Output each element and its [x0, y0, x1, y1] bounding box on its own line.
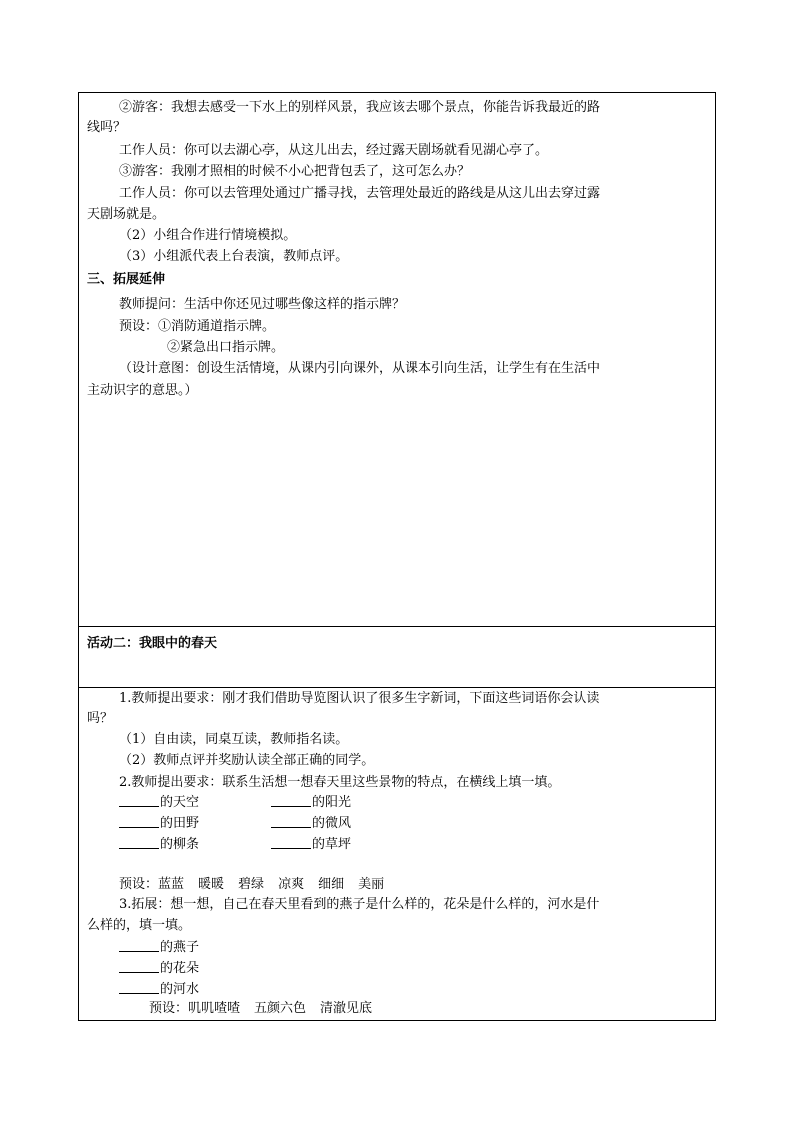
dialogue-line: ②游客：我想去感受一下水上的别样风景，我应该去哪个景点，你能告诉我最近的路 — [119, 100, 601, 115]
activity-title: 活动二：我眼中的春天 — [87, 636, 218, 651]
preset-word: 美丽 — [358, 877, 385, 892]
instruction-line: 1.教师提出要求：刚才我们借助导览图认识了很多生字新词，下面这些词语你会认读 — [119, 691, 600, 706]
preset-word: 蓝蓝 — [158, 877, 185, 892]
preset-word: 凉爽 — [278, 877, 305, 892]
fill-blank-item: 的草坪 — [271, 835, 351, 854]
fill-blank-item: 的燕子 — [119, 938, 199, 957]
preset-word: 清澈见底 — [320, 1001, 373, 1016]
dialogue-line: 工作人员：你可以去湖心亭，从这儿出去，经过露天剧场就看见湖心亭了。 — [119, 143, 549, 158]
blank-line — [271, 835, 311, 849]
blank-line — [271, 793, 311, 807]
fill-blank-item: 的田野 — [119, 814, 199, 833]
dialogue-line: ③游客：我刚才照相的时候不小心把背包丢了，这可怎么办？ — [119, 164, 471, 179]
blank-line — [119, 959, 159, 973]
blank-line — [119, 793, 159, 807]
fill-blank-item: 的柳条 — [119, 835, 199, 854]
blank-line — [271, 814, 311, 828]
fill-blank-item: 的河水 — [119, 980, 199, 999]
preset-word: 暖暖 — [198, 877, 225, 892]
preset-word: 细细 — [318, 877, 345, 892]
section-heading: 三、拓展延伸 — [87, 272, 166, 287]
blank-line — [119, 814, 159, 828]
fill-blank-item: 的花朵 — [119, 959, 199, 978]
blank-line — [119, 938, 159, 952]
preset-line: 预设：①消防通道指示牌。 — [119, 319, 276, 334]
preset-word: 五颜六色 — [254, 1001, 307, 1016]
preset-words-line: 预设：蓝蓝 暖暖 碧绿 凉爽 细细 美丽 — [119, 877, 385, 892]
lesson-cell-activity — [78, 688, 716, 1021]
instruction-line: 吗？ — [87, 711, 114, 726]
preset-word: 碧绿 — [238, 877, 265, 892]
dialogue-line: 工作人员：你可以去管理处通过广播寻找，去管理处最近的路线是从这儿出去穿过露 — [119, 186, 601, 201]
fill-blank-item: 的微风 — [271, 814, 351, 833]
dialogue-line: 线吗？ — [87, 120, 127, 135]
preset-word: 叽叽喳喳 — [188, 1001, 241, 1016]
step-line: （3）小组派代表上台表演，教师点评。 — [119, 249, 349, 264]
fill-blank-item: 的阳光 — [271, 793, 351, 812]
instruction-line: 么样的，填一填。 — [87, 918, 192, 933]
preset-words-line: 预设：叽叽喳喳 五颜六色 清澈见底 — [149, 1001, 373, 1016]
question-line: 教师提问：生活中你还见过哪些像这样的指示牌？ — [119, 297, 406, 312]
instruction-line: 2.教师提出要求：联系生活想一想春天里这些景物的特点，在横线上填一填。 — [119, 775, 561, 790]
lesson-cell-dialogue — [78, 92, 716, 627]
design-intent-line: 主动识字的意思。） — [87, 383, 198, 398]
step-line: （2）教师点评并奖励认读全部正确的同学。 — [119, 753, 375, 768]
step-line: （1）自由读，同桌互读，教师指名读。 — [119, 732, 349, 747]
dialogue-line: 天剧场就是。 — [87, 207, 166, 222]
activity-title-cell — [78, 627, 716, 688]
preset-line: ②紧急出口指示牌。 — [167, 340, 285, 355]
blank-line — [119, 835, 159, 849]
design-intent-line: （设计意图：创设生活情境，从课内引向课外，从课本引向生活，让学生有在生活中 — [119, 361, 601, 376]
instruction-line: 3.拓展：想一想，自己在春天里看到的燕子是什么样的，花朵是什么样的，河水是什 — [119, 897, 600, 912]
step-line: （2）小组合作进行情境模拟。 — [119, 228, 297, 243]
fill-blank-item: 的天空 — [119, 793, 199, 812]
blank-line — [119, 980, 159, 994]
